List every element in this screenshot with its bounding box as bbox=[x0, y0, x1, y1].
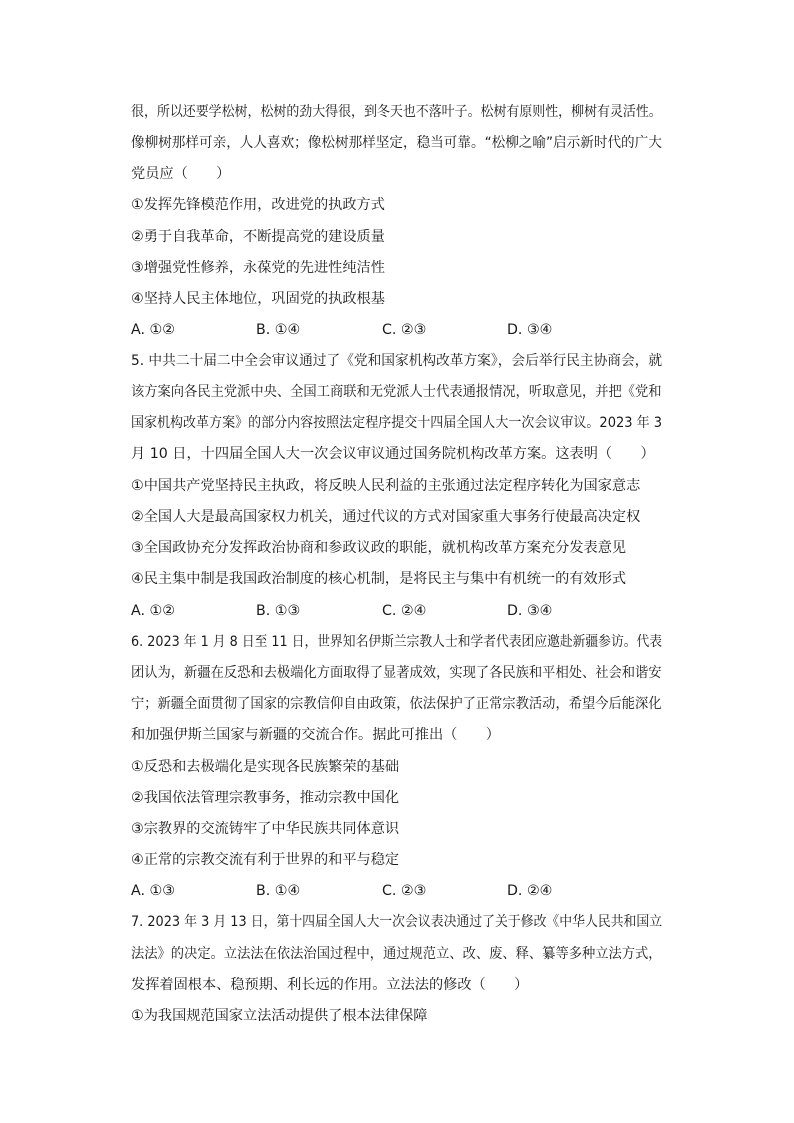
q5-option-a: A. ①② bbox=[131, 603, 175, 619]
q4-option-c: C. ②③ bbox=[382, 322, 427, 338]
q4-stem-line-1: 很，所以还要学松树，松树的劲大得很，到冬天也不落叶子。松树有原则性，柳树有灵活性。 bbox=[131, 104, 662, 120]
q5-stem-line-1: 5. 中共二十届二中全会审议通过了《党和国家机构改革方案》，会后举行民主协商会，就 bbox=[131, 353, 663, 369]
q5-stem-line-4: 月 10 日，十四届全国人大一次会议审议通过国务院机构改革方案。这表明（ ） bbox=[131, 446, 655, 462]
q5-statement-2: ②全国人大是最高国家权力机关，通过代议的方式对国家重大事务行使最高决定权 bbox=[131, 509, 641, 525]
q4-option-a: A. ①② bbox=[131, 322, 175, 338]
q4-stem-line-2: 像柳树那样可亲，人人喜欢；像松树那样坚定，稳当可靠。“松柳之喻”启示新时代的广大 bbox=[131, 135, 662, 151]
q5-statement-1: ①中国共产党坚持民主执政，将反映人民利益的主张通过法定程序转化为国家意志 bbox=[131, 478, 641, 494]
q6-option-d: D. ②④ bbox=[507, 883, 553, 899]
q4-statement-1: ①发挥先锋模范作用，改进党的执政方式 bbox=[131, 197, 385, 213]
q6-stem-line-1: 6. 2023 年 1 月 8 日至 11 日，世界知名伊斯兰宗教人士和学者代表团应邀赴新疆参访。代表 bbox=[131, 634, 663, 650]
q7-stem-line-3: 发挥着固根本、稳预期、利长远的作用。立法法的修改（ ） bbox=[131, 977, 529, 993]
q6-statement-1: ①反恐和去极端化是实现各民族繁荣的基础 bbox=[131, 759, 400, 775]
q6-option-c: C. ②③ bbox=[382, 883, 427, 899]
q4-option-d: D. ③④ bbox=[507, 322, 553, 338]
q4-statement-4: ④坚持人民主体地位，巩固党的执政根基 bbox=[131, 291, 385, 307]
q5-statement-4: ④民主集中制是我国政治制度的核心机制，是将民主与集中有机统一的有效形式 bbox=[131, 571, 627, 587]
q6-option-b: B. ①④ bbox=[256, 883, 301, 899]
q6-stem-line-4: 和加强伊斯兰国家与新疆的交流合作。据此可推出（ ） bbox=[131, 727, 500, 743]
q5-option-b: B. ①③ bbox=[256, 603, 301, 619]
q5-stem-line-3: 国家机构改革方案》的部分内容按照法定程序提交十四届全国人大一次会议审议。2023 年 3 bbox=[131, 415, 663, 431]
q6-statement-3: ③宗教界的交流铸牢了中华民族共同体意识 bbox=[131, 821, 400, 837]
q6-statement-2: ②我国依法管理宗教事务，推动宗教中国化 bbox=[131, 790, 400, 806]
q7-stem-line-2: 法法》的决定。立法法在依法治国过程中，通过规范立、改、废、释、纂等多种立法方式， bbox=[131, 946, 662, 962]
q5-option-c: C. ②④ bbox=[382, 603, 427, 619]
q5-statement-3: ③全国政协充分发挥政治协商和参政议政的职能，就机构改革方案充分发表意见 bbox=[131, 540, 627, 556]
q6-stem-line-2: 团认为，新疆在反恐和去极端化方面取得了显著成效，实现了各民族和平相处、社会和谐安 bbox=[131, 665, 662, 681]
q4-statement-2: ②勇于自我革命，不断提高党的建设质量 bbox=[131, 229, 385, 245]
q6-stem-line-3: 宁；新疆全面贯彻了国家的宗教信仰自由政策，依法保护了正常宗教活动，希望今后能深化 bbox=[131, 696, 662, 712]
q7-statement-1: ①为我国规范国家立法活动提供了根本法律保障 bbox=[131, 1008, 428, 1024]
q5-option-d: D. ③④ bbox=[507, 603, 553, 619]
q6-option-a: A. ①③ bbox=[131, 883, 175, 899]
q6-statement-4: ④正常的宗教交流有利于世界的和平与稳定 bbox=[131, 852, 400, 868]
q4-statement-3: ③增强党性修养，永葆党的先进性纯洁性 bbox=[131, 260, 385, 276]
q7-stem-line-1: 7. 2023 年 3 月 13 日，第十四届全国人大一次会议表决通过了关于修改《中华人民共和国立 bbox=[131, 914, 663, 930]
q5-stem-line-2: 该方案向各民主党派中央、全国工商联和无党派人士代表通报情况，听取意见，并把《党和 bbox=[131, 384, 662, 400]
q4-option-b: B. ①④ bbox=[256, 322, 301, 338]
q4-stem-line-3: 党员应（ ） bbox=[131, 166, 231, 182]
